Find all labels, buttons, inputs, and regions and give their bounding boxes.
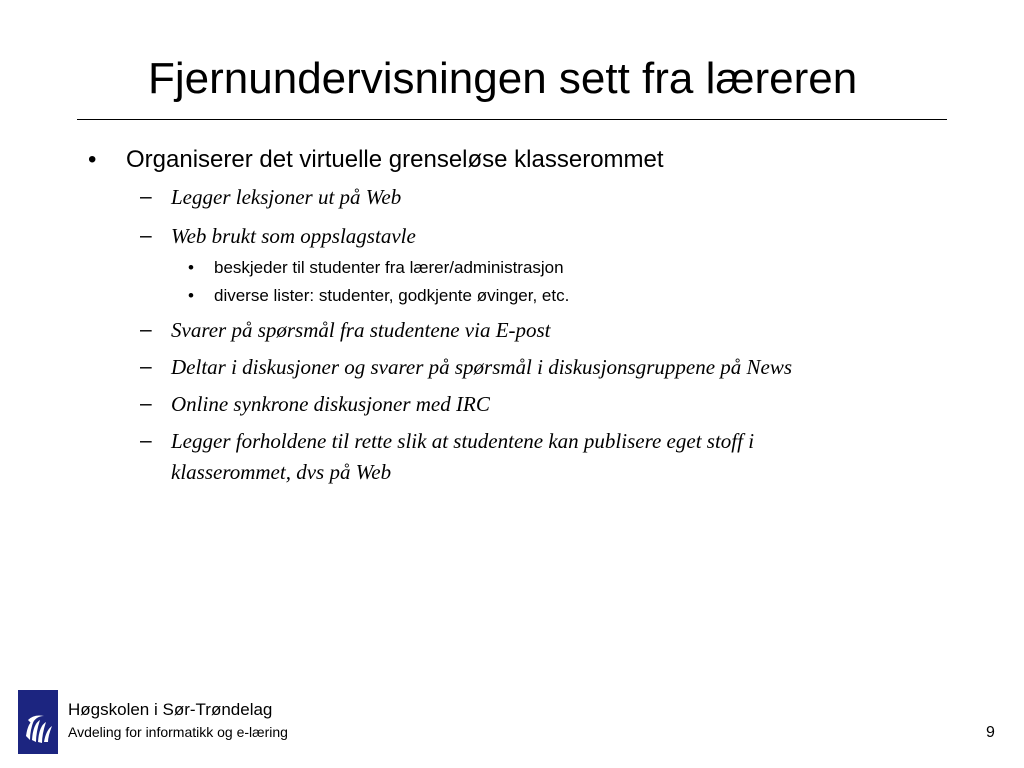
bullet-marker: – — [140, 185, 152, 208]
bullet-text: Svarer på spørsmål fra studentene via E-post — [171, 318, 551, 342]
bullet-text: Legger forholdene til rette slik at studentene kan publisere eget stoff i — [171, 429, 755, 453]
page-number: 9 — [986, 724, 995, 741]
bullet-marker: – — [140, 429, 152, 452]
department-name: Avdeling for informatikk og e-læring — [68, 724, 288, 740]
bullet-text: Online synkrone diskusjoner med IRC — [171, 392, 490, 416]
bullet-marker: – — [140, 318, 152, 341]
bullet-text: Organiserer det virtuelle grenseløse klasserommet — [126, 146, 664, 173]
bullet-text: beskjeder til studenter fra lærer/administrasjon — [214, 258, 564, 277]
bullet-marker: – — [140, 224, 152, 247]
bullet-marker: • — [88, 146, 97, 173]
bullet-marker: • — [188, 286, 194, 305]
bullet-marker: – — [140, 392, 152, 415]
bullet-text: Web brukt som oppslagstavle — [171, 224, 416, 248]
organization-name: Høgskolen i Sør-Trøndelag — [68, 700, 273, 719]
title-divider — [77, 119, 947, 120]
bullet-text: Legger leksjoner ut på Web — [171, 185, 402, 209]
bullet-text: klasserommet, dvs på Web — [171, 460, 392, 484]
slide-title: Fjernundervisningen sett fra læreren — [148, 54, 858, 103]
bullet-marker: • — [188, 258, 194, 277]
bullet-marker: – — [140, 355, 152, 378]
bullet-text: diverse lister: studenter, godkjente øvinger, etc. — [214, 286, 570, 305]
bullet-text: Deltar i diskusjoner og svarer på spørsmål i diskusjonsgruppene på News — [171, 355, 793, 379]
hist-logo-icon — [18, 690, 58, 754]
